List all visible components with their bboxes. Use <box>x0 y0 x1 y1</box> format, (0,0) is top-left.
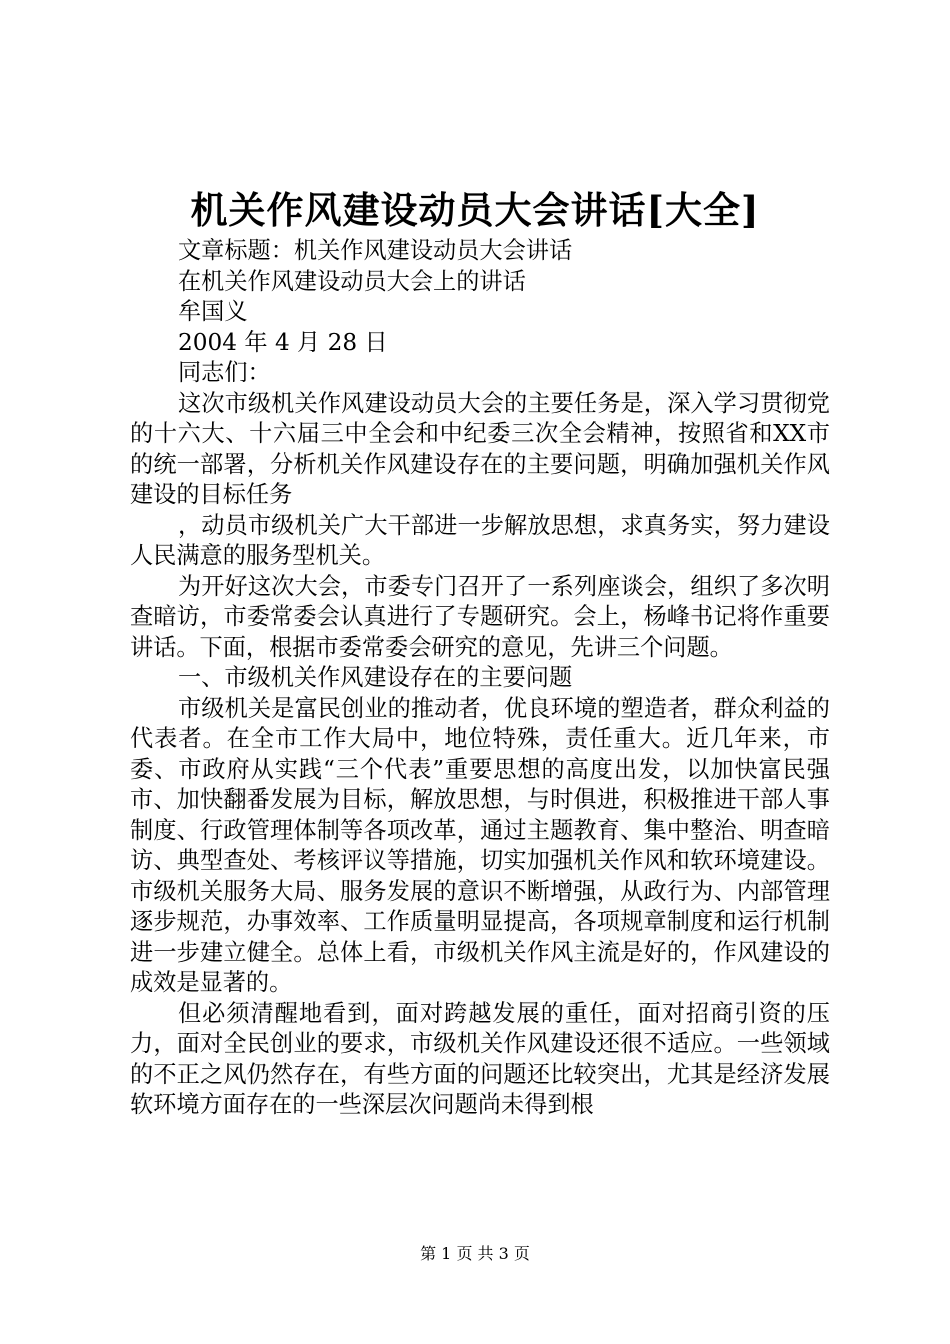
header-line-article-title: 文章标题：机关作风建设动员大会讲话 <box>178 237 573 264</box>
header-line-speech-title: 在机关作风建设动员大会上的讲话 <box>178 267 526 295</box>
header-line-date: 2004 年 4 月 28 日 <box>178 328 388 356</box>
header-line-salutation: 同志们： <box>178 359 271 386</box>
paragraph: 市级机关是富民创业的推动者，优良环境的塑造者，群众利益的代表者。在全市工作大局中，地位特殊，责任重大。近几年来，市委、市政府从实践“三个代表”重要思想的高度出发，以加快富民强市、加快翻番发展为目标，解放思想，与时俱进，积极推进干部人事制度、行政管理体制等各项改革，通过主题教育、集中整治、明查暗访、典型查处、考核评议等措施，切实加强机关作风和软环境建设。市级机关服务大局、服务发展的意识不断增强，从政行为、内部管理逐步规范，办事效率、工作质量明显提高，各项规章制度和运行机制进一步建立健全。总体上看，市级机关作风主流是好的，作风建设的成效是显著的。 <box>130 694 830 996</box>
document-title: 机关作风建设动员大会讲话[大全] <box>190 188 760 232</box>
paragraph: 但必须清醒地看到，面对跨越发展的重任，面对招商引资的压力，面对全民创业的要求，市级机关作风建设还很不适应。一些领域的不正之风仍然存在，有些方面的问题还比较突出，尤其是经济发展软环境方面存在的一些深层次问题尚未得到根 <box>130 999 830 1118</box>
paragraph: 这次市级机关作风建设动员大会的主要任务是，深入学习贯彻党的十六大、十六届三中全会和中纪委三次全会精神，按照省和XX市的统一部署，分析机关作风建设存在的主要问题，明确加强机关作风建设的目标任务 <box>130 389 830 508</box>
document-body <box>130 236 830 1121</box>
section-heading: 一、市级机关作风建设存在的主要问题 <box>178 664 573 691</box>
header-line-author: 牟国义 <box>178 298 248 325</box>
paragraph: 为开好这次大会，市委专门召开了一系列座谈会，组织了多次明查暗访，市委常委会认真进行了专题研究。会上，杨峰书记将作重要讲话。下面，根据市委常委会研究的意见，先讲三个问题。 <box>130 572 830 661</box>
page-footer: 第 1 页 共 3 页 <box>420 1244 530 1263</box>
paragraph: ，动员市级机关广大干部进一步解放思想，求真务实，努力建设人民满意的服务型机关。 <box>130 511 830 569</box>
